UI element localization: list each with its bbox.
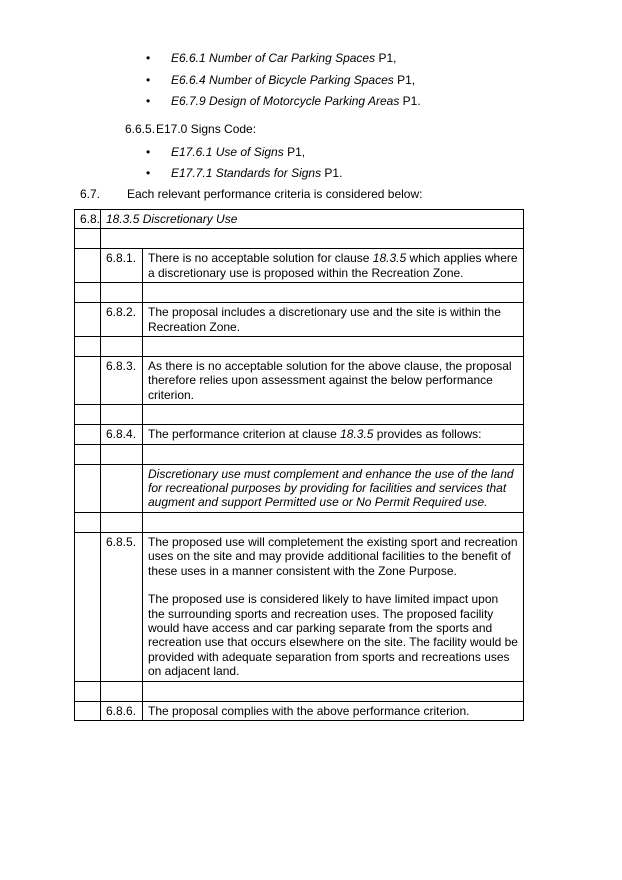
table-heading: 18.3.5 Discretionary Use [101,210,524,229]
table-cell [75,701,101,720]
table-row [75,283,524,303]
bullet-icon: • [146,94,151,108]
table-cell: 6.8.6. [101,701,143,720]
table-cell [143,512,524,532]
table-cell: 6.8. [75,210,101,229]
table-row [75,405,524,425]
table-row [75,229,524,249]
table-cell [143,283,524,303]
table-cell [75,283,101,303]
table-cell [101,337,143,357]
table-row [75,444,524,464]
bullet-icon: • [146,73,151,87]
table-cell [75,512,101,532]
table-row [75,425,524,444]
table-cell [101,464,143,512]
table-row [75,337,524,357]
section-number: 6.7. [80,187,101,201]
assessment-table [74,209,524,721]
table-cell [101,512,143,532]
table-cell [101,283,143,303]
table-row [75,464,524,512]
clause-reference: E6.7.9 Design of Motorcycle Parking Areas [171,94,400,108]
section-heading [80,187,423,201]
table-cell: There is no acceptable solution for clause 18.3.5 which applies where a discretionary use is proposed within the Recreation Zone. [143,249,524,283]
table-cell: The proposal includes a discretionary use and the site is within the Recreation Zone. [143,303,524,337]
bullet-icon: • [146,145,151,159]
table-row [75,701,524,720]
clause-reference: E6.6.4 Number of Bicycle Parking Spaces [171,73,394,87]
table-cell: 6.8.1. [101,249,143,283]
table-cell [75,464,101,512]
table-cell [75,337,101,357]
table-cell: 6.8.2. [101,303,143,337]
table-row [75,357,524,405]
table-cell: 6.8.4. [101,425,143,444]
table-cell: As there is no acceptable solution for the above clause, the proposal therefore relies upon assessment against the below performance criterion. [143,357,524,405]
table-cell [143,532,524,681]
table-cell: 6.8.5. [101,532,143,681]
table-row [75,249,524,283]
table-row [75,512,524,532]
table-cell [101,229,524,249]
bullet-icon: • [146,51,151,65]
clause-reference: E17.7.1 Standards for Signs [171,166,322,180]
table-cell: 6.8.3. [101,357,143,405]
table-row [75,303,524,337]
table-cell [143,444,524,464]
section-number: 6.6.5. [125,122,156,136]
clause-reference: 18.3.5 [372,251,407,266]
section-text: Each relevant performance criteria is considered below: [127,187,423,201]
table-cell [143,681,524,701]
table-cell [101,405,143,425]
table-cell [75,681,101,701]
paragraph: The proposed use will completement the existing sport and recreation uses on the site and may provide additional facilities to the benefit of these uses in a manner consistent with the Zone Purpose. [148,534,518,578]
table-cell: The performance criterion at clause 18.3.5 provides as follows: [143,425,524,444]
table-cell [75,303,101,337]
table-cell [75,444,101,464]
table-cell [75,532,101,681]
table-cell [101,681,143,701]
table-cell [75,405,101,425]
quoted-criterion: Discretionary use must complement and enhance the use of the land for recreational purposes by providing for facilities and services that augment and support Permitted use or No Permit Required use. [143,464,524,512]
table-row [75,532,524,681]
section-text: E17.0 Signs Code: [156,122,257,136]
table-cell [75,229,101,249]
section-heading [125,122,257,136]
table-row [75,210,524,229]
clause-reference: 18.3.5 [340,427,374,442]
table-cell [101,444,143,464]
clause-reference: E17.6.1 Use of Signs [171,145,284,159]
table-cell [143,337,524,357]
clause-reference: E6.6.1 Number of Car Parking Spaces [171,51,376,65]
bullet-icon: • [146,166,151,180]
table-cell [75,357,101,405]
table-cell [75,249,101,283]
table-row [75,681,524,701]
paragraph: The proposed use is considered likely to have limited impact upon the surrounding sports and recreation uses. The proposed facility would have access and car parking separate from the sports and recreation use that occurs elsewhere on the site. The facility would be provided with adequate separation from sports and recreations uses on adjacent land. [148,592,518,679]
table-cell: The proposal complies with the above performance criterion. [143,701,524,720]
table-cell [143,405,524,425]
table-cell [75,425,101,444]
